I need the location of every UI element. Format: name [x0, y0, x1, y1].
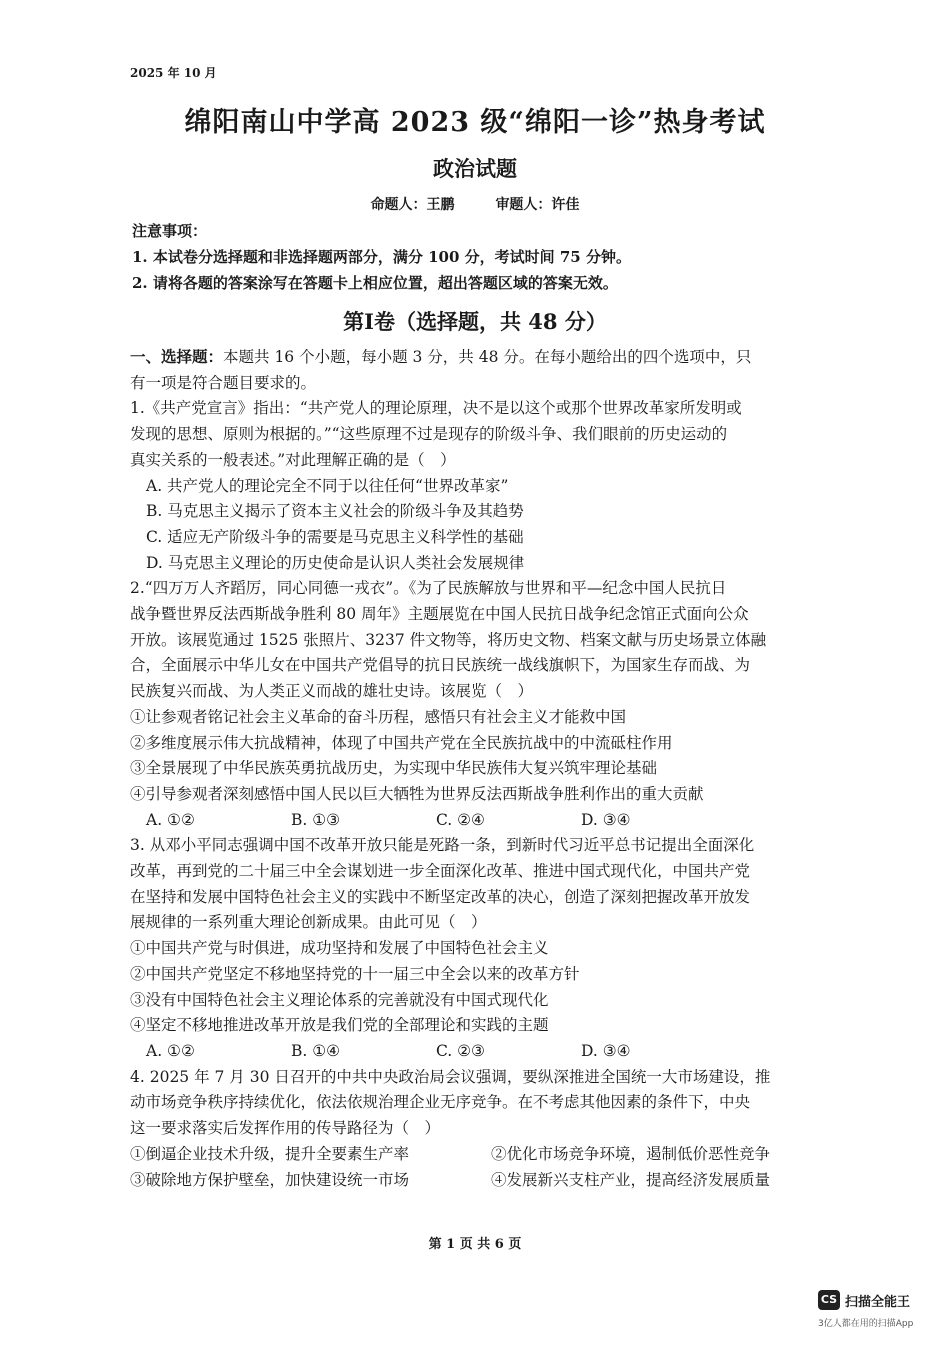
- section-title: 第Ⅰ卷（选择题，共 48 分）: [343, 309, 607, 334]
- q1-option-c: C. 适应无产阶级斗争的需要是马克思主义科学性的基础: [146, 527, 524, 546]
- q2-stem-line: 开放。该展览通过 1525 张照片、3237 件文物等，将历史文物、档案文献与历史场景立体融: [130, 630, 767, 649]
- q1-option-b: B. 马克思主义揭示了资本主义社会的阶级斗争及其趋势: [146, 502, 524, 521]
- q2-stem-line: 2.“四万万人齐蹈厉，同心同德一戎衣”。《为了民族解放与世界和平—纪念中国人民抗日: [130, 579, 727, 598]
- q2-statement: ①让参观者铭记社会主义革命的奋斗历程，感悟只有社会主义才能救中国: [130, 707, 627, 726]
- notice-block: [132, 218, 852, 296]
- question-body: [130, 344, 852, 1193]
- q3-choice-a: A. ①②: [146, 1041, 195, 1060]
- q4-statement-row: [130, 1142, 852, 1168]
- q3-choices: [130, 1039, 852, 1065]
- q4-statement: ②优化市场竞争环境，遏制低价恶性竞争: [491, 1144, 771, 1163]
- q3-choice-b: B. ①④: [291, 1041, 341, 1060]
- q2-stem-line: 民族复兴而战、为人类正义而战的雄壮史诗。该展览（ ）: [130, 682, 534, 701]
- q3-stem-line: 改革，再到党的二十届三中全会谋划进一步全面深化改革、推进中国式现代化，中国共产党: [130, 862, 751, 881]
- reviewer: 审题人：许佳: [495, 197, 580, 213]
- section-intro-line: 有一项是符合题目要求的。: [130, 373, 317, 392]
- notice-item: 2. 请将各题的答案涂写在答题卡上相应位置，超出答题区域的答案无效。: [132, 274, 618, 292]
- q2-stem-line: 战争暨世界反法西斯战争胜利 80 周年》主题展览在中国人民抗日战争纪念馆正式面向公众: [130, 605, 749, 624]
- author: 命题人：王鹏: [370, 197, 455, 213]
- exam-subtitle: 政治试题: [433, 156, 517, 181]
- q3-stem-line: 3. 从邓小平同志强调中国不改革开放只能是死路一条，到新时代习近平总书记提出全面深化: [130, 836, 755, 855]
- camscanner-logo-icon: CS: [818, 1290, 840, 1310]
- q2-choice-d: D. ③④: [581, 810, 631, 829]
- watermark-name: 扫描全能王: [845, 1295, 911, 1310]
- q3-stem-line: 展规律的一系列重大理论创新成果。由此可见（ ）: [130, 913, 487, 932]
- q2-choice-a: A. ①②: [146, 810, 195, 829]
- q1-stem-line: 1.《共产党宣言》指出：“共产党人的理论原理，决不是以这个或那个世界改革家所发明或: [130, 399, 742, 418]
- notice-item: 1. 本试卷分选择题和非选择题两部分，满分 100 分，考试时间 75 分钟。: [132, 248, 631, 266]
- q4-statement-row: [130, 1168, 852, 1194]
- q2-statement: ④引导参观者深刻感悟中国人民以巨大牺牲为世界反法西斯战争胜利作出的重大贡献: [130, 784, 704, 803]
- watermark-tagline: 3亿人都在用的扫描App: [818, 1319, 914, 1329]
- section-intro-head: 一、选择题：: [130, 347, 224, 366]
- q2-stem-line: 合，全面展示中华儿女在中国共产党倡导的抗日民族统一战线旗帜下，为国家生存而战、为: [130, 656, 751, 675]
- q3-statement: ③没有中国特色社会主义理论体系的完善就没有中国式现代化: [130, 990, 549, 1009]
- q2-choices: [130, 808, 852, 834]
- q1-option-a: A. 共产党人的理论完全不同于以往任何“世界改革家”: [146, 476, 509, 495]
- q2-choice-b: B. ①③: [291, 810, 341, 829]
- exam-title: 绵阳南山中学高 2023 级“绵阳一诊”热身考试: [184, 107, 766, 138]
- q3-statement: ④坚定不移地推进改革开放是我们党的全部理论和实践的主题: [130, 1016, 549, 1035]
- q4-stem-line: 这一要求落实后发挥作用的传导路径为（ ）: [130, 1119, 441, 1138]
- q4-statement: ①倒逼企业技术升级，提升全要素生产率: [130, 1144, 410, 1163]
- exam-date: 2025 年 10 月: [130, 66, 217, 80]
- q1-stem-line: 发现的思想、原则为根据的。”“这些原理不过是现存的阶级斗争、我们眼前的历史运动的: [130, 425, 728, 444]
- q3-choice-c: C. ②③: [436, 1041, 485, 1060]
- section-intro: [130, 344, 852, 371]
- q3-statement: ①中国共产党与时俱进，成功坚持和发展了中国特色社会主义: [130, 939, 549, 958]
- q2-statement: ③全景展现了中华民族英勇抗战历史，为实现中华民族伟大复兴筑牢理论基础: [130, 759, 658, 778]
- section-intro-text: 本题共 16 个小题，每小题 3 分，共 48 分。在每小题给出的四个选项中，只: [223, 348, 752, 366]
- q4-statement: ④发展新兴支柱产业，提高经济发展质量: [491, 1170, 771, 1189]
- q3-statement: ②中国共产党坚定不移地坚持党的十一届三中全会以来的改革方针: [130, 964, 580, 983]
- q3-choice-d: D. ③④: [581, 1041, 631, 1060]
- scanner-watermark: [818, 1290, 930, 1330]
- notice-heading: 注意事项：: [132, 222, 208, 240]
- q4-stem-line: 动市场竞争秩序持续优化，依法依规治理企业无序竞争。在不考虑其他因素的条件下，中央: [130, 1093, 751, 1112]
- page-number: 第 1 页 共 6 页: [428, 1237, 522, 1252]
- q1-option-d: D. 马克思主义理论的历史使命是认识人类社会发展规律: [146, 553, 525, 572]
- q2-choice-c: C. ②④: [436, 810, 485, 829]
- q3-stem-line: 在坚持和发展中国特色社会主义的实践中不断坚定改革的决心，创造了深刻把握改革开放发: [130, 887, 751, 906]
- q4-stem-line: 4. 2025 年 7 月 30 日召开的中共中央政治局会议强调，要纵深推进全国统一大市场建设，推: [130, 1067, 771, 1086]
- q4-statement: ③破除地方保护壁垒，加快建设统一市场: [130, 1170, 410, 1189]
- exam-authors: [0, 194, 950, 214]
- q1-stem-line: 真实关系的一般表述。”对此理解正确的是（ ）: [130, 450, 456, 469]
- q2-statement: ②多维度展示伟大抗战精神，体现了中国共产党在全民族抗战中的中流砥柱作用: [130, 733, 673, 752]
